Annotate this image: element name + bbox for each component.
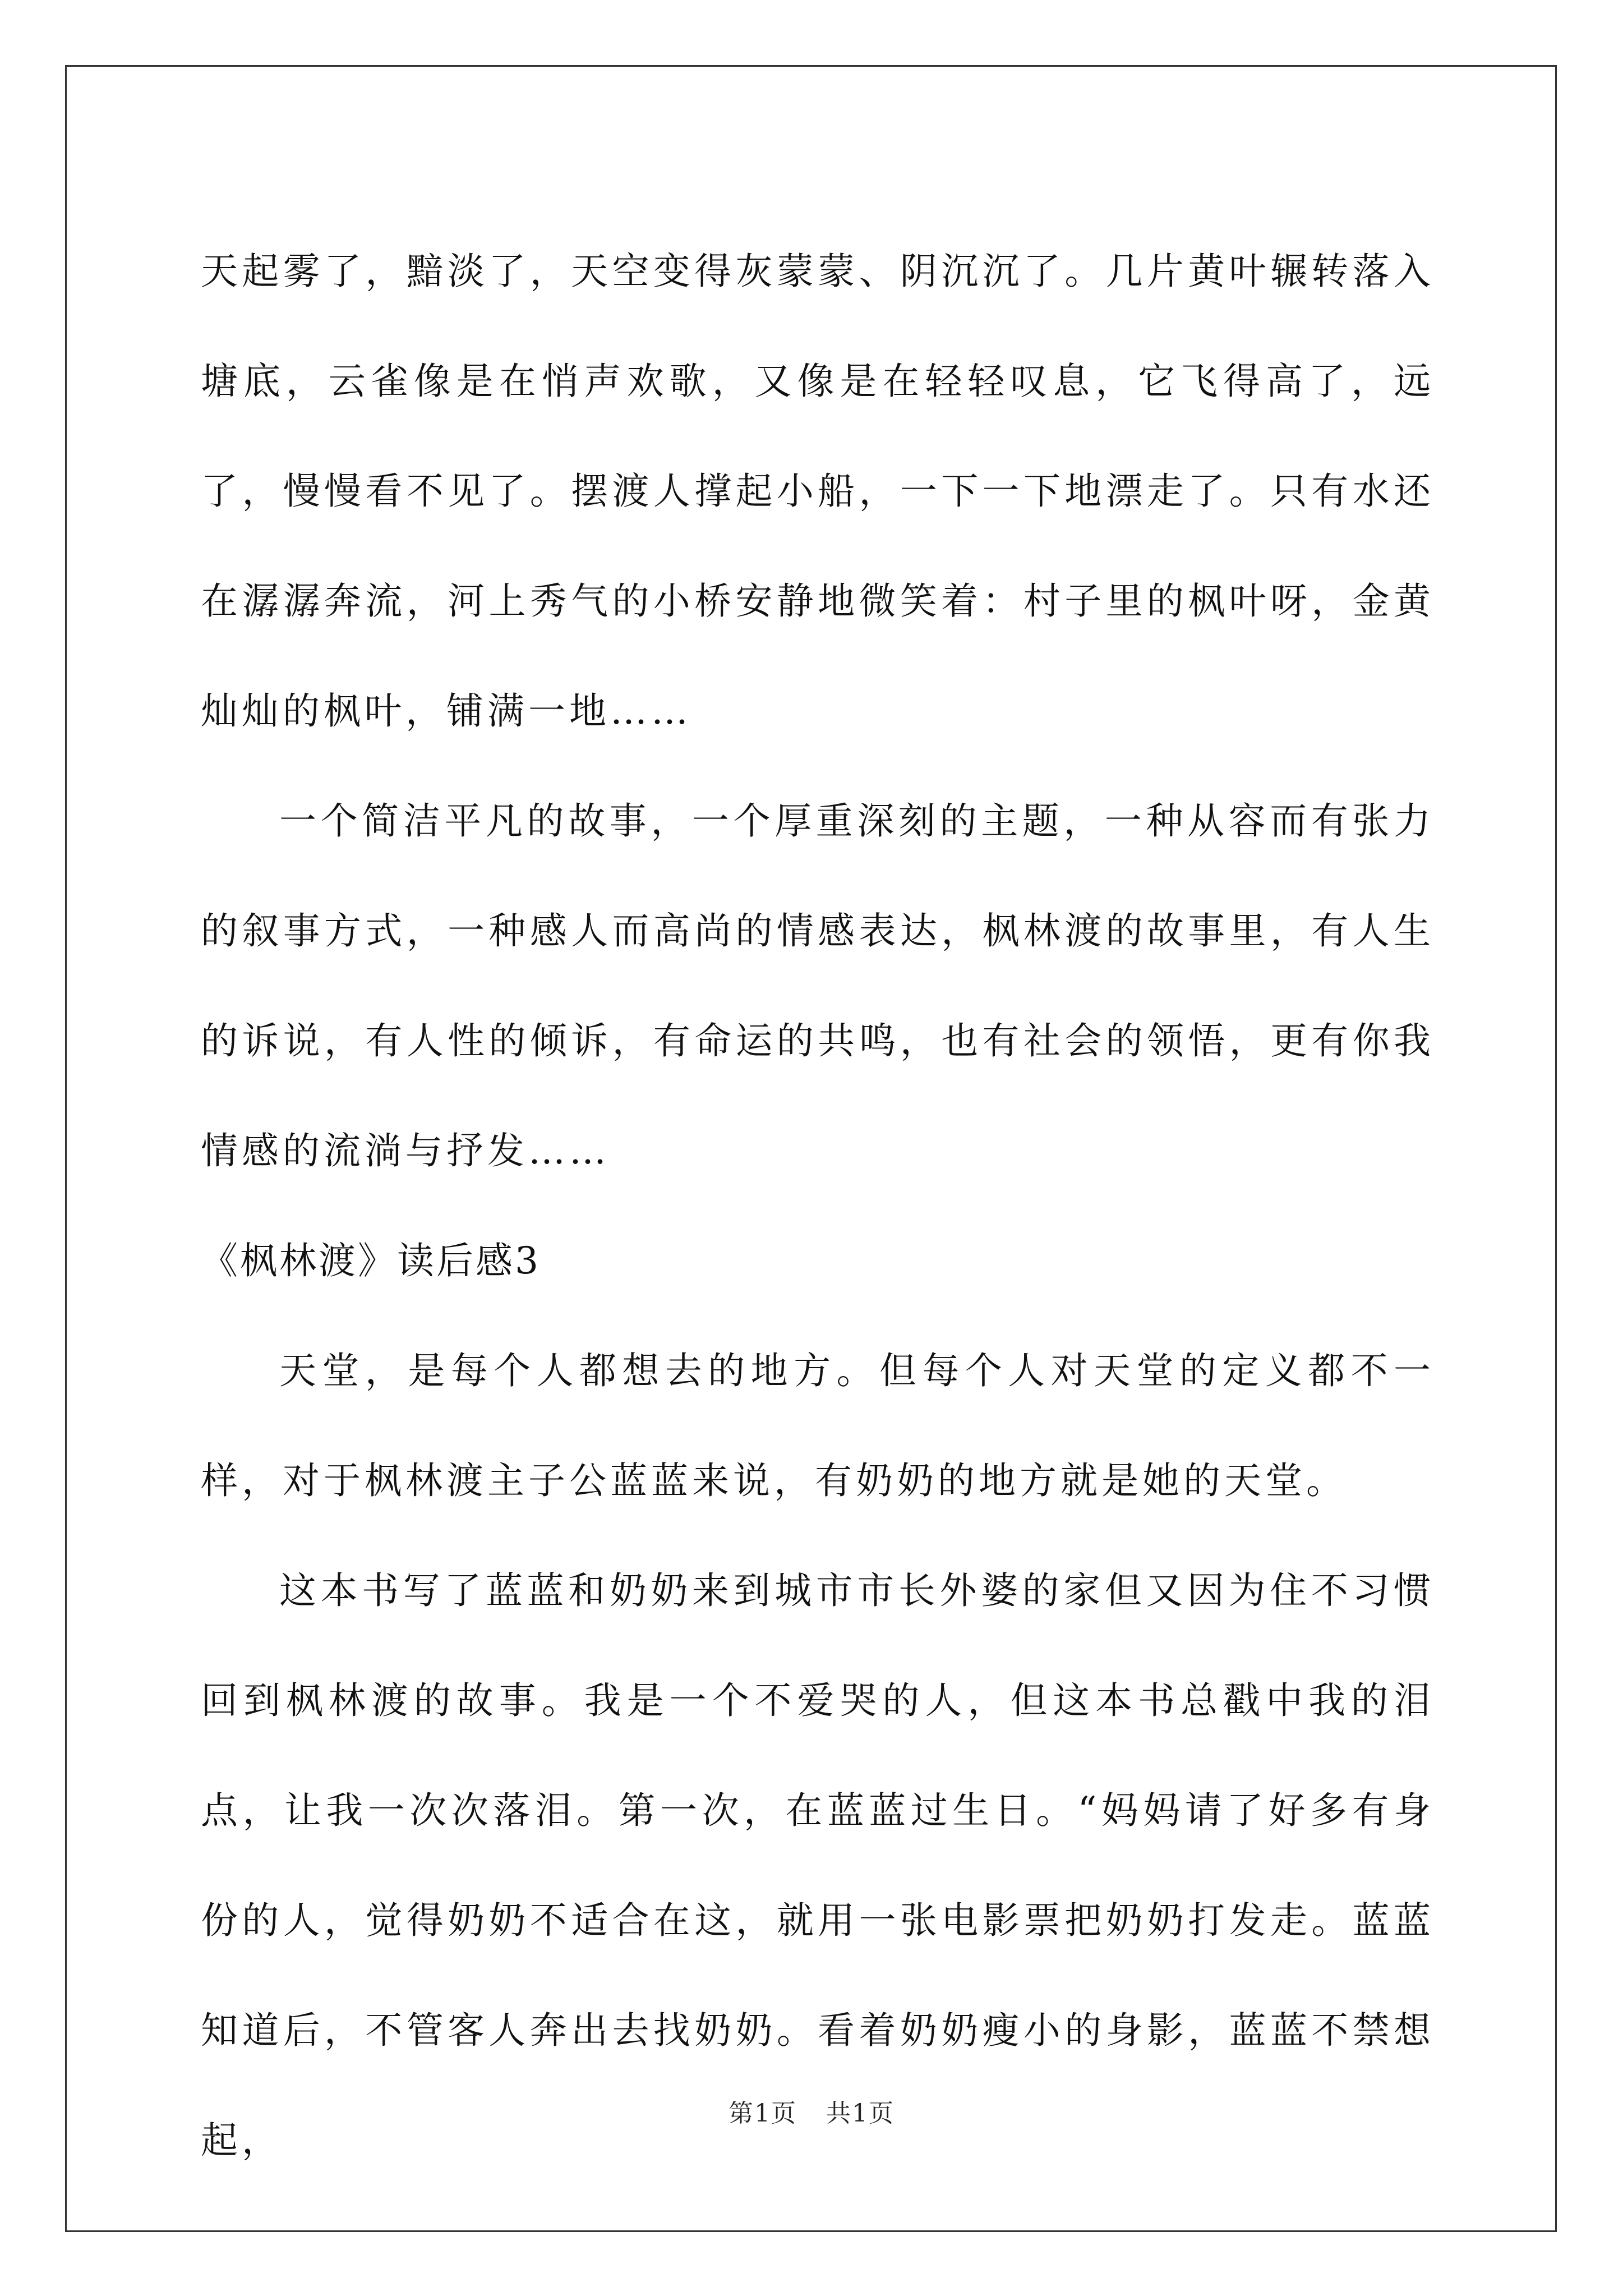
paragraph-2: 一个简洁平凡的故事，一个厚重深刻的主题，一种从容而有张力的叙事方式，一种感人而高尚的情感表达，枫林渡的故事里，有人生的诉说，有人性的倾诉，有命运的共鸣，也有社会的领悟，更有你我情感的流淌与抒发…… — [201, 799, 1435, 1172]
page-number-current: 第1页 — [728, 2099, 797, 2128]
page-footer — [0, 2097, 1623, 2131]
paragraph-4: 这本书写了蓝蓝和奶奶来到城市市长外婆的家但又因为住不习惯回到枫林渡的故事。我是一个不爱哭的人，但这本书总戳中我的泪点，让我一次次落泪。第一次，在蓝蓝过生日。“妈妈请了好多有身份的人，觉得奶奶不适合在这，就用一张电影票把奶奶打发走。蓝蓝知道后，不管客人奔出去找奶奶。看着奶奶瘦小的身影，蓝蓝不禁想起， — [201, 1569, 1435, 2162]
paragraph-1: 天起雾了，黯淡了，天空变得灰蒙蒙、阴沉沉了。几片黄叶辗转落入塘底，云雀像是在悄声欢歌，又像是在轻轻叹息，它飞得高了，远了，慢慢看不见了。摆渡人撑起小船，一下一下地漂走了。只有水还在潺潺奔流，河上秀气的小桥安静地微笑着：村子里的枫叶呀，金黄灿灿的枫叶，铺满一地…… — [201, 250, 1435, 733]
section-heading: 《枫林渡》读后感3 — [201, 1239, 541, 1282]
page-number-total: 共1页 — [826, 2099, 895, 2128]
paragraph-3: 天堂，是每个人都想去的地方。但每个人对天堂的定义都不一样，对于枫林渡主子公蓝蓝来说，有奶奶的地方就是她的天堂。 — [201, 1349, 1435, 1502]
document-body — [201, 217, 1435, 2196]
